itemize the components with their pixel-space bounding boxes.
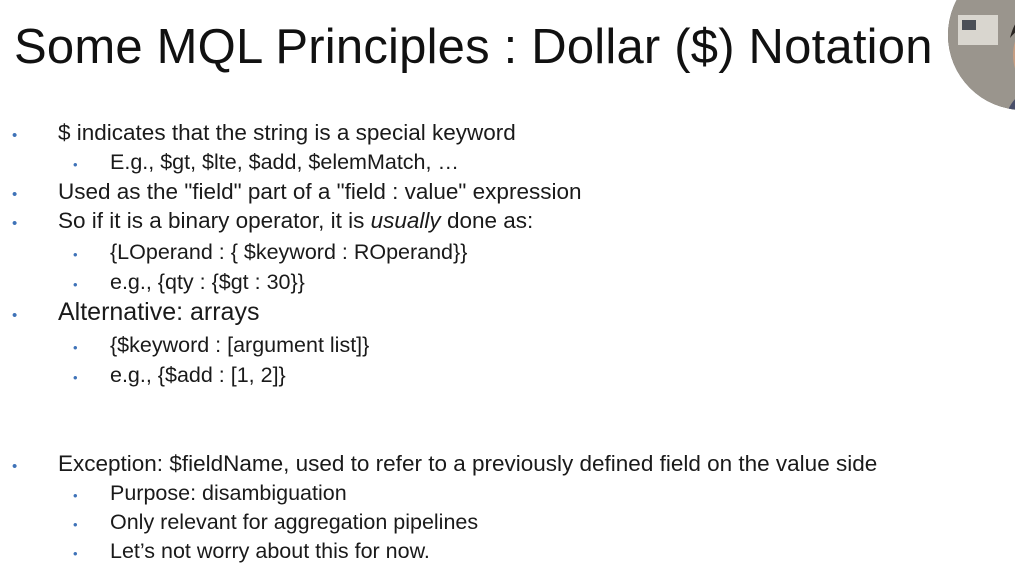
bullet-text-start: So if it is a binary operator, it is xyxy=(58,208,371,233)
bullet-text: Exception: $fieldName, used to refer to a previously defined field on the value side xyxy=(58,451,878,476)
presenter-webcam xyxy=(948,0,1015,110)
sub-bullet-text: Let’s not worry about this for now. xyxy=(110,539,430,563)
bullet-icon: • xyxy=(12,307,18,324)
bullet-text: Alternative: arrays xyxy=(58,298,260,326)
sub-bullet-icon: • xyxy=(73,277,78,292)
bullet-icon: • xyxy=(12,458,18,475)
sub-bullet-text: E.g., $gt, $lte, $add, $elemMatch, … xyxy=(110,150,459,174)
sub-bullet-text: Only relevant for aggregation pipelines xyxy=(110,510,479,534)
bullet-text: Used as the "field" part of a "field : value" expression xyxy=(58,179,582,204)
sub-bullet-text: e.g., {$add : [1, 2]} xyxy=(110,363,286,387)
bullet-icon: • xyxy=(12,186,18,203)
presenter-video-frame xyxy=(948,0,1015,110)
sub-bullet-text: {LOperand : { $keyword : ROperand}} xyxy=(110,240,468,264)
sub-bullet-icon: • xyxy=(73,546,78,561)
slide-title: Some MQL Principles : Dollar ($) Notation xyxy=(14,20,933,74)
sub-bullet-icon: • xyxy=(73,517,78,532)
sub-bullet-icon: • xyxy=(73,247,78,262)
bullet-text xyxy=(58,207,533,235)
bullet-icon: • xyxy=(12,127,18,144)
bullet-text-emphasis: usually xyxy=(370,208,441,233)
sub-bullet-icon: • xyxy=(73,157,78,172)
sub-bullet-icon: • xyxy=(73,488,78,503)
bullet-text: $ indicates that the string is a special keyword xyxy=(58,120,516,145)
bullet-icon: • xyxy=(12,215,18,232)
sub-bullet-text: Purpose: disambiguation xyxy=(110,481,347,505)
sub-bullet-icon: • xyxy=(73,370,78,385)
bullet-text-end: done as: xyxy=(440,208,534,233)
sub-bullet-text: e.g., {qty : {$gt : 30}} xyxy=(110,270,305,294)
sub-bullet-text: {$keyword : [argument list]} xyxy=(110,333,370,357)
sub-bullet-icon: • xyxy=(73,340,78,355)
